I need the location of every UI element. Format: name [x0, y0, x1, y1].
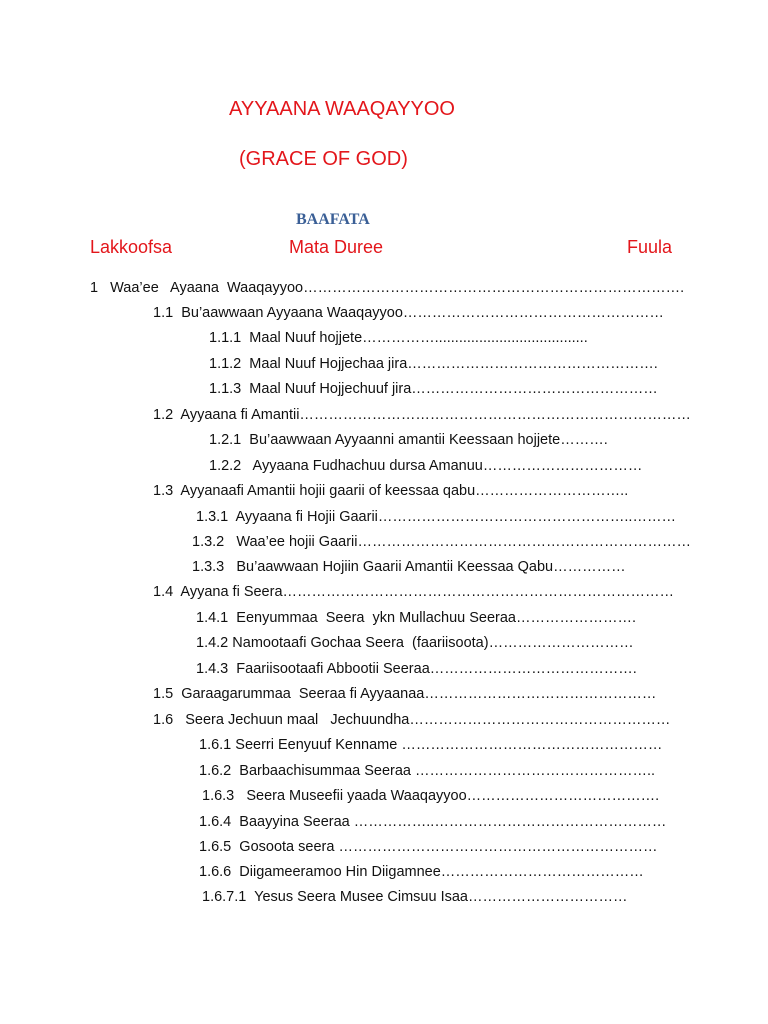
toc-entry-1-2: 1.2 Ayyaana fi Amantii……………………………………………………………………… [153, 407, 691, 423]
toc-entry-1: 1 Waa’ee Ayaana Waaqayyoo……………………………………………………………………. [90, 280, 685, 296]
toc-entry-1-1-1: 1.1.1 Maal Nuuf hojjete……………...................................... [209, 330, 588, 346]
toc-entry-1-3-3: 1.3.3 Bu’aawwaan Hojiin Gaarii Amantii Keessaa Qabu…………… [192, 559, 626, 575]
toc-entry-1-5: 1.5 Garaagarummaa Seeraa fi Ayyaanaa………………………………………… [153, 686, 657, 702]
toc-entry-1-6-3: 1.6.3 Seera Museefii yaada Waaqayyoo…………………………………. [202, 788, 660, 804]
toc-entry-1-4: 1.4 Ayyana fi Seera……………………………………………………………………… [153, 584, 675, 600]
column-header-number: Lakkoofsa [90, 237, 173, 257]
toc-entry-1-6-1: 1.6.1 Seerri Eenyuuf Kenname ……………………………………………… [199, 737, 663, 753]
toc-entry-1-3-2: 1.3.2 Waa’ee hojii Gaarii…………………………………………………………… [192, 534, 691, 550]
toc-entry-1-2-1: 1.2.1 Bu’aawwaan Ayyaanni amantii Keessaan hojjete………. [209, 432, 608, 448]
toc-entry-1-3: 1.3 Ayyanaafi Amantii hojii gaarii of keessaa qabu………………………….. [153, 483, 629, 499]
toc-entry-1-4-3: 1.4.3 Faariisootaafi Abbootii Seeraa……………………………………. [196, 661, 637, 677]
toc-entry-1-4-1: 1.4.1 Eenyummaa Seera ykn Mullachuu Seeraa……………………. [196, 610, 637, 626]
column-header-title: Mata Duree [289, 237, 384, 257]
document-subtitle: (GRACE OF GOD) [239, 148, 408, 170]
toc-entry-1-3-1: 1.3.1 Ayyaana fi Hojii Gaarii……………………………………………..……… [196, 509, 676, 525]
toc-entry-1-6: 1.6 Seera Jechuun maal Jechuundha……………………………………………… [153, 712, 671, 728]
contents-heading: BAAFATA [296, 211, 370, 228]
toc-entry-1-6-2: 1.6.2 Barbaachisummaa Seeraa ………………………………………….. [199, 763, 656, 779]
toc-entry-1-4-2: 1.4.2 Namootaafi Gochaa Seera (faariisoota)………………………… [196, 635, 634, 651]
toc-entry-1-1-3: 1.1.3 Maal Nuuf Hojjechuuf jira…………………………………………… [209, 381, 658, 397]
toc-entry-1-1-2: 1.1.2 Maal Nuuf Hojjechaa jira……………………………………………. [209, 356, 658, 372]
toc-entry-1-6-6: 1.6.6 Diigameeramoo Hin Diigamnee…………………………………… [199, 864, 644, 880]
document-title: AYYAANA WAAQAYYOO [229, 98, 455, 120]
toc-entry-1-1: 1.1 Bu’aawwaan Ayyaana Waaqayyoo……………………………………………… [153, 305, 664, 321]
toc-entry-1-6-7-1: 1.6.7.1 Yesus Seera Musee Cimsuu Isaa…………………………… [202, 889, 628, 905]
toc-entry-1-6-5: 1.6.5 Gosoota seera ………………………………………………………… [199, 839, 658, 855]
toc-entry-1-2-2: 1.2.2 Ayyaana Fudhachuu dursa Amanuu…………………………… [209, 458, 643, 474]
toc-entry-1-6-4: 1.6.4 Baayyina Seeraa ……………..………………………………………… [199, 814, 667, 830]
column-header-page: Fuula [626, 237, 672, 257]
